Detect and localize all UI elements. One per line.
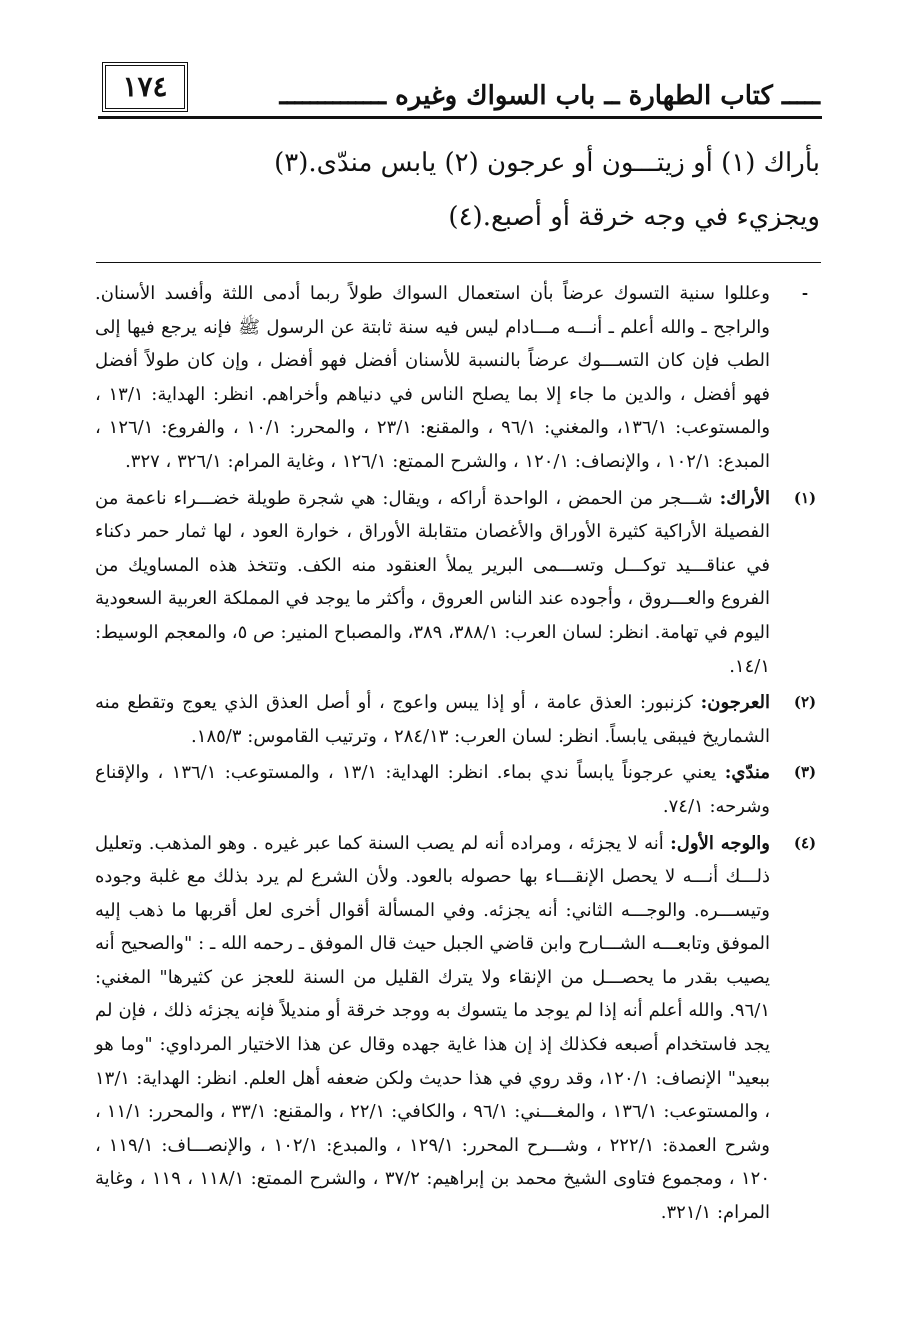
footnote-number: - (801, 284, 809, 302)
main-line: ويجزيء في وجه خرقة أو أصبع.(٤) (448, 202, 820, 232)
footnote-lead: والوجه الأول: (670, 832, 770, 854)
footnote-text (95, 756, 770, 823)
footnote (95, 686, 820, 753)
footnote-body: أنه لا يجزئه ، ومراده أنه لم يصب السنة كما عبر غيره . وهو المذهب. وتعليل ذلـــك أنـــه لا يحصل الإنقـــاء بها حصوله بالعود. ولأن الشرع لم يرد بذلك مع غلبة وجوده وتيســـره. والوجـــه الثاني: أنه يجزئه. وفي المسألة أقوال أخرى لعل أقربها ما ذهب إليه الموفق وتابعـــه الشـــارح وابن قاضي الجبل حيث قال الموفق ـ رحمه الله ـ : "والصحيح أنه يصيب بقدر ما يحصـــل من الإنقاء ولا يترك القليل من السنة للعجز عن كثيرها" المغني: ٩٦/١. والله أعلم أنه إذا لم يوجد ما يتسوك به ووجد خرقة أو منديلاً فإنه يجزئه ذلك ، فإن لم يجد فاستخدام أصبعه فكذلك إذ إن هذا غاية جهده وقال عن هذا الاختيار المرداوي: "وما هو ببعيد" الإنصاف: ١٢٠/١، وقد روي في هذا حديث ولكن ضعفه أهل العلم. انظر: الهداية: ١٣/١ ، والمستوعب: ١٣٦/١ ، والمغـــني: ٩٦/١ ، والكافي: ٢٢/١ ، والمقنع: ٣٣/١ ، والمحرر: ١١/١ ، وشرح العمدة: ٢٢٢/١ ، وشـــرح المحرر: ١٢٩/١ ، والمبدع: ١٠٢/١ ، والإنصـــاف: ١١٩/١ ، ١٢٠ ، ومجموع فتاوى الشيخ محمد بن إبراهيم: ٣٧/٢ ، والشرح الممتع: ١١٨/١ ، ١١٩ ، وغاية المرام: ٣٢١/١. (95, 832, 771, 1224)
footnote (95, 277, 820, 479)
main-line: بأراك (١) أو زيتـــون أو عرجون (٢) يابس مندّى.(٣) (274, 148, 820, 178)
footnote-number: (٤) (793, 833, 817, 852)
footnote (95, 756, 820, 823)
footnote-text (95, 277, 770, 479)
footnote-number: (٢) (793, 693, 817, 712)
footnote-lead: العرجون: (700, 692, 770, 714)
main-text (105, 136, 820, 244)
footnote-lead: مندّي: (724, 762, 770, 784)
footnote-text (95, 827, 770, 1230)
footnote (95, 482, 820, 684)
page-number: ١٧٤ (102, 62, 188, 112)
footnote (95, 827, 820, 1230)
footnote-number: (٣) (793, 763, 817, 782)
footnote-text (95, 686, 770, 753)
footnote-body: وعللوا سنية التسوك عرضاً بأن استعمال السواك طولاً ربما أدمى اللثة وأفسد الأسنان. والراجح ـ والله أعلم ـ أنـــه مـــادام ليس فيه سنة ثابتة عن الرسول ﷺ فإنه يرجع فيها إلى الطب فإن كان التســـوك عرضاً بالنسبة للأسنان أفضل فهو أفضل ، وإن كان طولاً أفضل فهو أفضل ، والدين ما جاء إلا بما يصلح الناس في دنياهم وأخراهم. انظر: الهداية: ١٣/١ ، والمستوعب: ١٣٦/١، والمغني: ٩٦/١ ، والمقنع: ٢٣/١ ، والمحرر: ١٠/١ ، والفروع: ١٢٦/١ ، المبدع: ١٠٢/١ ، والإنصاف: ١٢٠/١ ، والشرح الممتع: ١٢٦/١ ، وغاية المرام: ٣٢٦/١ ، ٣٢٧. (95, 283, 771, 472)
footnote-text (95, 482, 770, 684)
footnotes (95, 277, 820, 1233)
footnote-number: (١) (793, 488, 817, 507)
header-rule (98, 116, 822, 119)
footnote-separator (96, 262, 821, 263)
footnote-lead: الأراك: (719, 487, 771, 509)
footnote-body: يعني عرجوناً يابساً ندي بماء. انظر: الهداية: ١٣/١ ، والمستوعب: ١٣٦/١ ، والإقناع وشرحه: ٧٤/١. (95, 762, 770, 817)
running-header: ـــــ كتاب الطهارة ــ باب السواك وغيره ــــــــــــــ (279, 81, 820, 111)
footnote-body: كزنبور: العذق عامة ، أو إذا يبس واعوج ، أو أصل العذق الذي يعوج وتقطع منه الشماريخ فيبقى يابساً. انظر: لسان العرب: ٢٨٤/١٣ ، وترتيب القاموس: ١٨٥/٣. (95, 692, 770, 747)
footnote-body: شـــجر من الحمض ، الواحدة أراكه ، ويقال: هي شجرة طويلة خضـــراء ناعمة من الفصيلة الأراكية كثيرة الأوراق والأغصان متقابلة الأوراق ، خوارة العود ، لها ثمار حمر دكناء في عناقـــيد توكـــل وتســـمى البرير يملأ العنقود منه الكف. وتتخذ هذه المساويك من الفروع والعـــروق ، وأجوده عند الناس العروق ، وأكثر ما يوجد في المملكة العربية السعودية اليوم في تهامة. انظر: لسان العرب: ٣٨٨/١، ٣٨٩، والمصباح المنير: ص ٥، والمعجم الوسيط: ١٤/١. (95, 487, 771, 677)
